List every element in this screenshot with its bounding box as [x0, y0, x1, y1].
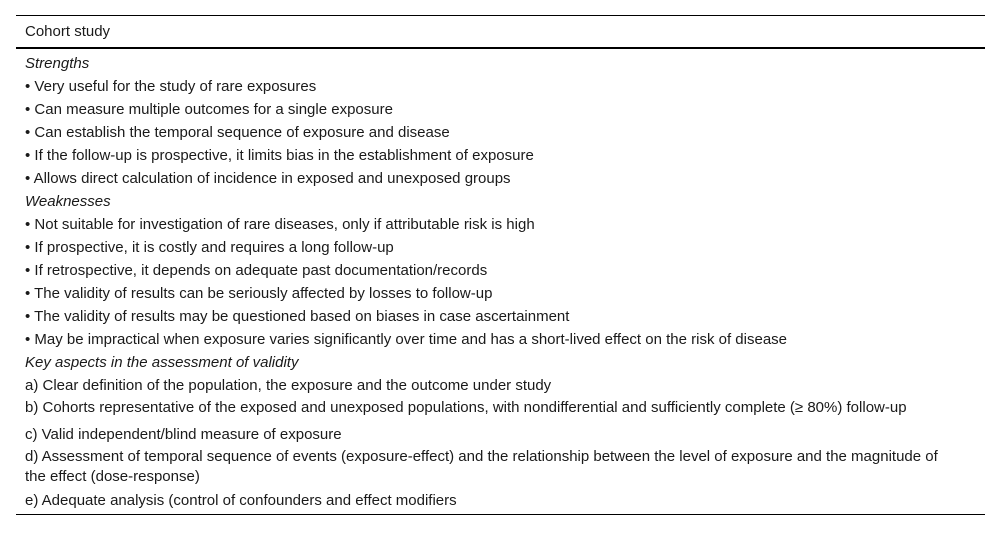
list-item: • Very useful for the study of rare exposures	[25, 78, 317, 95]
list-item: d) Assessment of temporal sequence of events (exposure-effect) and the relationship between the level of exposure and the magnitude of the effect (dose-response)	[25, 448, 938, 485]
list-item: • The validity of results may be questioned based on biases in case ascertainment	[25, 308, 570, 325]
table-header: Cohort study	[16, 16, 985, 49]
table-body	[16, 49, 985, 515]
list-item: • Can measure multiple outcomes for a single exposure	[25, 101, 393, 118]
list-item: b) Cohorts representative of the exposed and unexposed populations, with nondifferential and sufficiently complete (≥ 80%) follow-up	[25, 399, 907, 416]
list-item: • Allows direct calculation of incidence in exposed and unexposed groups	[25, 170, 511, 187]
list-item: • Not suitable for investigation of rare diseases, only if attributable risk is high	[25, 216, 535, 233]
list-item: • If retrospective, it depends on adequate past documentation/records	[25, 262, 488, 279]
list-item: • If prospective, it is costly and requires a long follow-up	[25, 239, 394, 256]
list-item: • If the follow-up is prospective, it limits bias in the establishment of exposure	[25, 147, 534, 164]
list-item: a) Clear definition of the population, the exposure and the outcome under study	[25, 377, 552, 394]
list-item: • Can establish the temporal sequence of exposure and disease	[25, 124, 450, 141]
list-item: • The validity of results can be seriously affected by losses to follow-up	[25, 285, 493, 302]
list-item: • May be impractical when exposure varies significantly over time and has a short-lived effect on the risk of disease	[25, 331, 788, 348]
section-heading-validity: Key aspects in the assessment of validity	[25, 354, 299, 371]
cohort-study-table	[16, 15, 985, 515]
list-item: e) Adequate analysis (control of confounders and effect modifiers	[25, 492, 457, 509]
section-heading-strengths: Strengths	[25, 55, 90, 72]
list-item: c) Valid independent/blind measure of exposure	[25, 426, 342, 443]
section-heading-weaknesses: Weaknesses	[25, 193, 111, 210]
